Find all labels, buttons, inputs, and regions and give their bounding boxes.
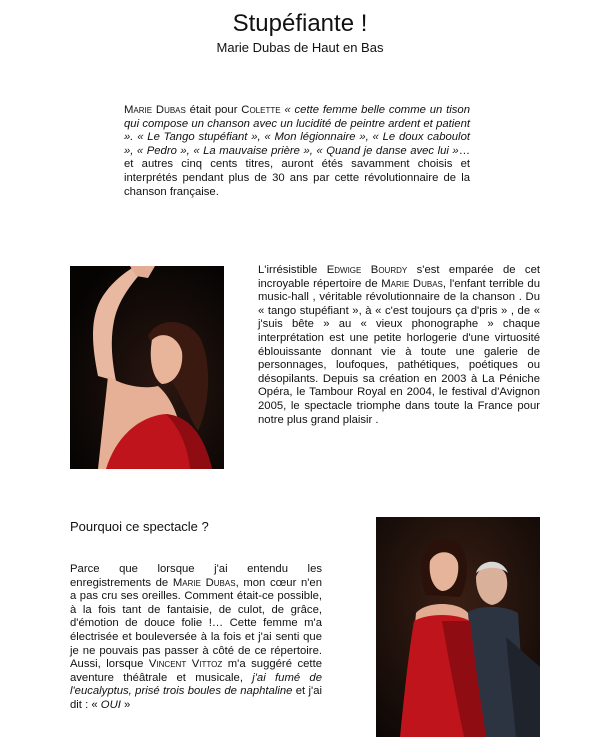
pourquoi-vittoz: Vincent Vittoz bbox=[148, 658, 223, 671]
intro-paragraph bbox=[124, 104, 470, 199]
intro-text-2: … et autres cinq cents titres, auront étés savamment choisis et interprétés pendant plus de 30 ans par cette révolutionnaire de la chanson française. bbox=[124, 144, 470, 198]
bourdy-text-1: L'irrésistible bbox=[258, 264, 327, 276]
bourdy-paragraph bbox=[258, 264, 540, 427]
pourquoi-quote: j'ai fumé de l'eucalyptus, prisé trois boules de naphtaline bbox=[70, 671, 323, 698]
bourdy-text-2: s'est emparée de cet incroyable répertoire de bbox=[258, 264, 540, 290]
page-title: Stupéfiante ! bbox=[232, 10, 368, 37]
intro-text-1: était pour bbox=[185, 104, 242, 116]
section-heading: Pourquoi ce spectacle ? bbox=[70, 519, 209, 534]
photo-duo bbox=[376, 517, 540, 737]
intro-quote: « cette femme belle comme un tison qui compose un chanson avec un lucidité de peintre ardent et patient ». bbox=[124, 104, 470, 144]
bourdy-name: Edwige Bourdy bbox=[326, 264, 408, 276]
pourquoi-text-5: » bbox=[120, 698, 131, 711]
pourquoi-text-3: m'a suggéré cette aventure théâtrale et musicale, bbox=[70, 658, 322, 684]
intro-colette: Colette bbox=[241, 104, 281, 116]
pourquoi-text-4: et j'ai dit : « bbox=[70, 685, 322, 711]
pourquoi-dubas: Marie Dubas bbox=[172, 576, 236, 589]
bourdy-text-3: , l'enfant terrible du music-hall , véritable révolutionnaire de la chanson . Du « tango stupéfiant », à « c'est toujours ça d'pris » , de « j'suis bête » au « vieux phonographe » chaque interprétation est une petite horlogerie d'une virtuosité éblouissante donnant vie à toute une galerie de personnages, loufoques, pathétiques, poétiques ou désopilants. Depuis sa création en 2003 à La Péniche Opéra, le Tambour Royal en 2004, le festival d'Avignon 2005, le spectacle triomphe dans toute la France pour notre plus grand plaisir . bbox=[258, 277, 541, 426]
page-subtitle: Marie Dubas de Haut en Bas bbox=[216, 40, 384, 55]
bourdy-dubas: Marie Dubas bbox=[381, 277, 443, 290]
pourquoi-oui: OUI bbox=[100, 698, 121, 711]
photo-dancer bbox=[70, 266, 224, 469]
pourquoi-text-1: Parce que lorsque j'ai entendu les enregistrements de bbox=[70, 563, 322, 589]
pourquoi-paragraph bbox=[70, 563, 322, 713]
intro-songs: « Le Tango stupéfiant », « Mon légionnaire », « Le doux caboulot », « Pedro », « La mauvaise prière », « Quand je danse avec lui » bbox=[124, 131, 470, 157]
intro-name: Marie Dubas bbox=[124, 104, 186, 116]
pourquoi-text-2: , mon cœur n'en a pas cru ses oreilles. Comment était-ce possible, à la fois tant de fantaisie, de culot, de grâce, d'émotion de douce folie !… Cette femme m'a électrisée et bouleversée à la fois et j'ai senti que je ne pouvais pas passer à côté de ce répertoire. Aussi, lorsque bbox=[70, 576, 322, 671]
